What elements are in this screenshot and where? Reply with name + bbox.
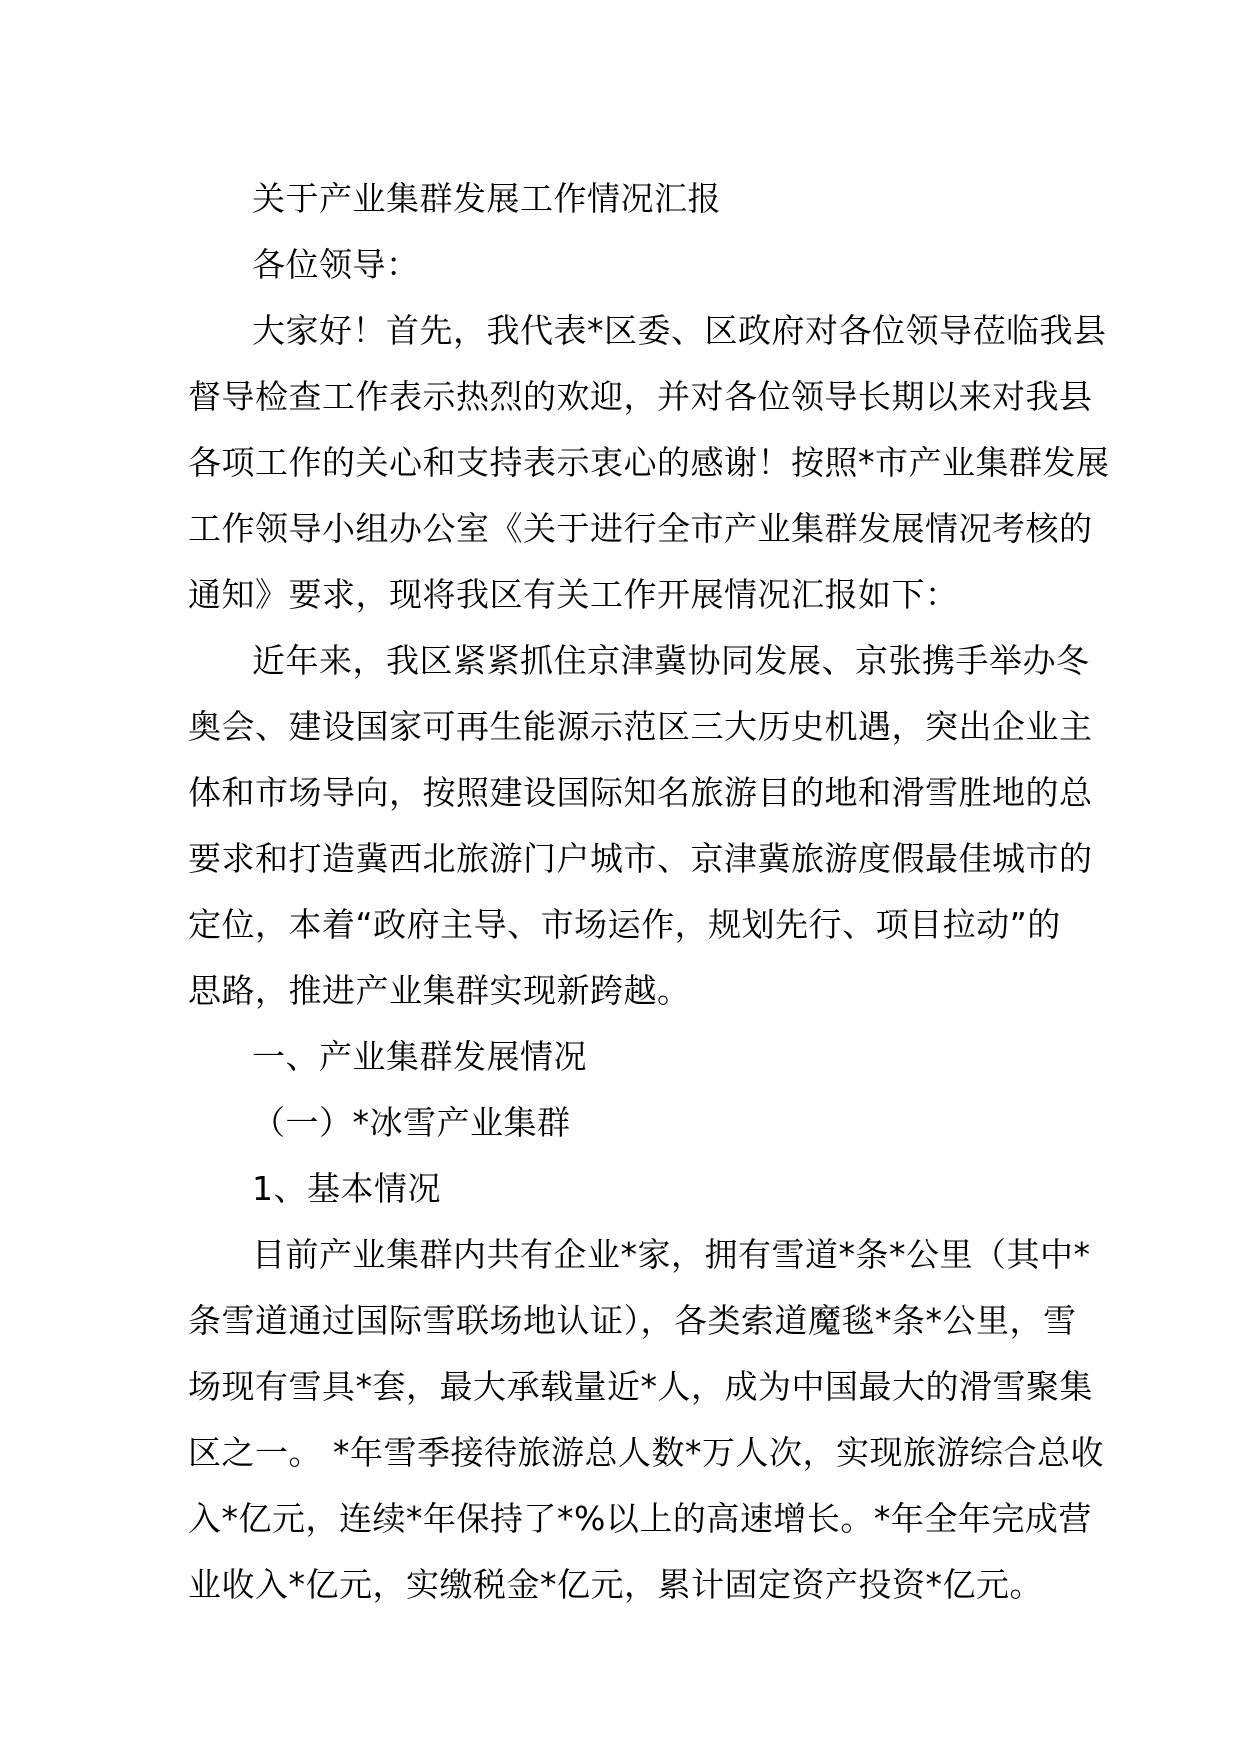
paragraph-line: 体和市场导向，按照建设国际知名旅游目的地和滑雪胜地的总 (188, 773, 1093, 812)
section-heading-2: （一）*冰雪产业集群 (252, 1103, 571, 1142)
paragraph-line: 奥会、建设国家可再生能源示范区三大历史机遇，突出企业主 (188, 707, 1093, 746)
paragraph-line: 业收入*亿元，实缴税金*亿元，累计固定资产投资*亿元。 (188, 1565, 1043, 1604)
paragraph-line: 要求和打造冀西北旅游门户城市、京津冀旅游度假最佳城市的 (188, 839, 1093, 878)
paragraph-background (188, 628, 1093, 1024)
paragraph-line: 近年来，我区紧紧抓住京津冀协同发展、京张携手举办冬 (252, 641, 1090, 680)
paragraph-line: 定位，本着“政府主导、市场运作，规划先行、项目拉动”的 (188, 905, 1061, 944)
paragraph-line: 各项工作的关心和支持表示衷心的感谢！按照*市产业集群发展 (188, 443, 1110, 482)
document-title: 关于产业集群发展工作情况汇报 (252, 179, 721, 218)
paragraph-line: 工作领导小组办公室《关于进行全市产业集群发展情况考核的 (188, 509, 1093, 548)
paragraph-basic-info (188, 1222, 1104, 1618)
paragraph-line: 通知》要求，现将我区有关工作开展情况汇报如下： (188, 575, 959, 614)
salutation: 各位领导： (252, 245, 420, 284)
paragraph-line: 区之一。 *年雪季接待旅游总人数*万人次，实现旅游综合总收 (188, 1433, 1104, 1472)
paragraph-line: 督导检查工作表示热烈的欢迎，并对各位领导长期以来对我县 (188, 377, 1093, 416)
paragraph-line: 条雪道通过国际雪联场地认证），各类索道魔毯*条*公里，雪 (188, 1301, 1077, 1340)
paragraph-line: 目前产业集群内共有企业*家，拥有雪道*条*公里（其中* (252, 1235, 1091, 1274)
section-heading-1: 一、产业集群发展情况 (252, 1037, 587, 1076)
paragraph-line: 思路，推进产业集群实现新跨越。 (188, 971, 691, 1010)
paragraph-line: 场现有雪具*套，最大承载量近*人，成为中国最大的滑雪聚集 (188, 1367, 1093, 1406)
paragraph-line: 入*亿元，连续*年保持了*%以上的高速增长。*年全年完成营 (188, 1499, 1092, 1538)
paragraph-line: 大家好！首先，我代表*区委、区政府对各位领导莅临我县 (252, 311, 1107, 350)
paragraph-opening (188, 298, 1110, 628)
document-body (188, 166, 1110, 1618)
section-heading-3: 1、基本情况 (252, 1169, 441, 1208)
